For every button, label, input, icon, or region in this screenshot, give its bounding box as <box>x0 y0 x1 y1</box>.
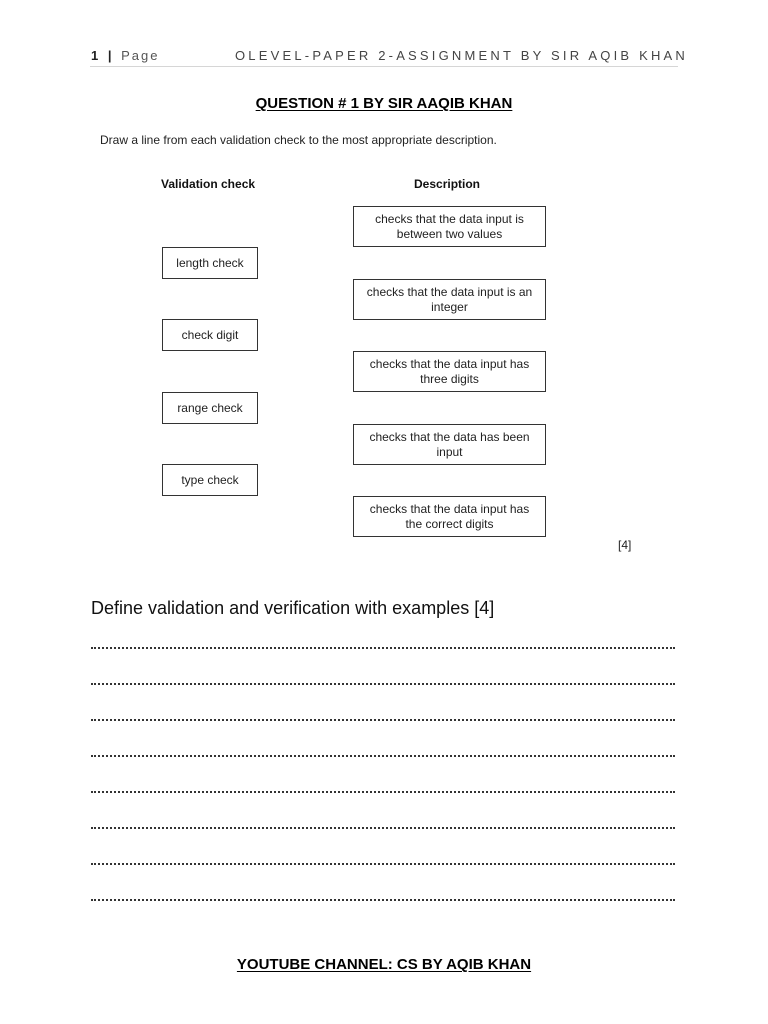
answer-line[interactable] <box>91 899 675 901</box>
question-title: QUESTION # 1 BY SIR AAQIB KHAN <box>255 95 513 112</box>
answer-line[interactable] <box>91 647 675 649</box>
page-word: Page <box>121 48 160 63</box>
footer-channel: YOUTUBE CHANNEL: CS BY AQIB KHAN <box>236 956 532 973</box>
header-title: OLEVEL-PAPER 2-ASSIGNMENT BY SIR AQIB KHAN <box>235 48 689 63</box>
answer-line[interactable] <box>91 791 675 793</box>
validation-check-heading: Validation check <box>161 177 256 191</box>
description-box-correct-digits: checks that the data input has the correct digits <box>353 496 546 537</box>
page-number: 1 <box>91 48 101 63</box>
question-instruction: Draw a line from each validation check to the most appropriate description. <box>100 133 497 147</box>
page-number-label <box>91 48 160 63</box>
validation-box-check-digit: check digit <box>162 319 258 351</box>
define-question: Define validation and verification with examples [4] <box>91 598 495 618</box>
description-box-been-input: checks that the data has been input <box>353 424 546 465</box>
answer-line[interactable] <box>91 863 675 865</box>
answer-line[interactable] <box>91 755 675 757</box>
validation-box-type-check: type check <box>162 464 258 496</box>
answer-line[interactable] <box>91 719 675 721</box>
answer-line[interactable] <box>91 683 675 685</box>
question-marks: [4] <box>618 538 632 552</box>
description-heading: Description <box>414 177 481 191</box>
page-separator: | <box>107 48 114 63</box>
description-box-three-digits: checks that the data input has three digits <box>353 351 546 392</box>
validation-box-length-check: length check <box>162 247 258 279</box>
description-box-integer: checks that the data input is an integer <box>353 279 546 320</box>
answer-line[interactable] <box>91 827 675 829</box>
validation-box-range-check: range check <box>162 392 258 424</box>
description-box-between-values: checks that the data input is between two values <box>353 206 546 247</box>
header-divider <box>90 66 678 67</box>
